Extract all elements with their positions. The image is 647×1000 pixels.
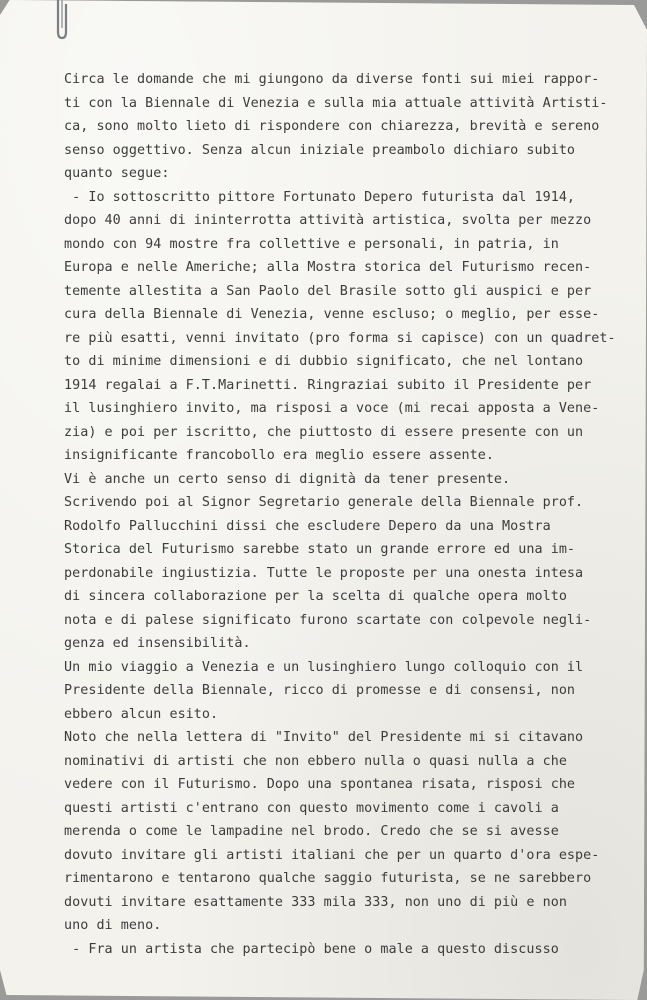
text-line: rimentarono e tentarono qualche saggio futurista, se ne sarebbero — [64, 871, 592, 886]
text-line: dopo 40 anni di ininterrotta attività artistica, svolta per mezzo — [64, 213, 592, 228]
text-line: uno di meno. — [64, 918, 162, 933]
text-line: to di minime dimensioni e di dubbio significato, che nel lontano — [64, 354, 584, 369]
text-line: questi artisti c'entrano con questo movimento come i cavoli a — [64, 800, 559, 816]
text-line: Scrivendo poi al Signor Segretario generale della Biennale prof. — [64, 495, 584, 510]
text-line: merenda o come le lampadine nel brodo. Credo che se si avesse — [64, 824, 559, 839]
text-line: di sincera collaborazione per la scelta di qualche opera molto — [64, 589, 567, 604]
text-line: ca, sono molto lieto di rispondere con chiarezza, brevità e sereno — [64, 119, 600, 134]
text-line: Vi è anche un certo senso di dignità da tener presente. — [64, 471, 511, 487]
text-line: nota e di palese significato furono scartate con colpevole negli- — [64, 612, 592, 628]
text-line: dovuto invitare gli artisti italiani che per un quarto d'ora espe- — [64, 847, 600, 863]
text-line: Noto che nella lettera di "Invito" del Presidente mi si citavano — [64, 730, 584, 745]
text-line: - Io sottoscritto pittore Fortunato Depero futurista dal 1914, — [64, 189, 576, 205]
text-line: Presidente della Biennale, ricco di promesse e di consensi, non — [64, 683, 576, 698]
document-body — [64, 68, 634, 961]
text-line: mondo con 94 mostre fra collettive e personali, in patria, in — [64, 236, 559, 252]
text-line: il lusinghiero invito, ma risposi a voce (mi recai apposta a Vene- — [64, 401, 600, 416]
text-line: cura della Biennale di Venezia, venne escluso; o meglio, per esse- — [64, 307, 600, 322]
text-line: ebbero alcun esito. — [64, 706, 219, 722]
text-line: Europa e nelle Americhe; alla Mostra storica del Futurismo recen- — [64, 260, 592, 275]
text-line: insignificante francobollo era meglio essere assente. — [64, 448, 494, 463]
paperclip-icon — [52, 0, 70, 42]
text-line: vedere con il Futurismo. Dopo una spontanea risata, risposi che — [64, 777, 576, 792]
text-line: senso oggettivo. Senza alcun iniziale preambolo dichiaro subito — [64, 142, 576, 158]
text-line: Storica del Futurismo sarebbe stato un grande errore ed una im- — [64, 542, 576, 557]
text-line: nominativi di artisti che non ebbero nulla o quasi nulla a che — [64, 753, 567, 769]
text-line: ti con la Biennale di Venezia e sulla mia attuale attività Artisti- — [64, 95, 608, 111]
text-line: zia) e poi per iscritto, che piuttosto di essere presente con un — [64, 424, 584, 440]
text-line: quanto segue: — [64, 166, 170, 181]
text-line: Circa le domande che mi giungono da diverse fonti sui miei rappor- — [64, 72, 600, 87]
text-line: temente allestita a San Paolo del Brasile sotto gli auspici e per — [64, 283, 592, 299]
text-line: genza ed insensibilità. — [64, 636, 251, 651]
text-line: re più esatti, venni invitato (pro forma si capisce) con un quadret- — [64, 330, 616, 346]
text-line: - Fra un artista che partecipò bene o male a questo discusso — [64, 941, 559, 957]
text-line: Rodolfo Pallucchini dissi che escludere Depero da una Mostra — [64, 518, 551, 534]
text-line: Un mio viaggio a Venezia e un lusinghiero lungo colloquio con il — [64, 659, 584, 675]
text-line: perdonabile ingiustizia. Tutte le proposte per una onesta intesa — [64, 565, 584, 581]
text-line: dovuti invitare esattamente 333 mila 333, non uno di più e non — [64, 894, 567, 910]
text-line: 1914 regalai a F.T.Marinetti. Ringraziai subito il Presidente per — [64, 377, 592, 393]
